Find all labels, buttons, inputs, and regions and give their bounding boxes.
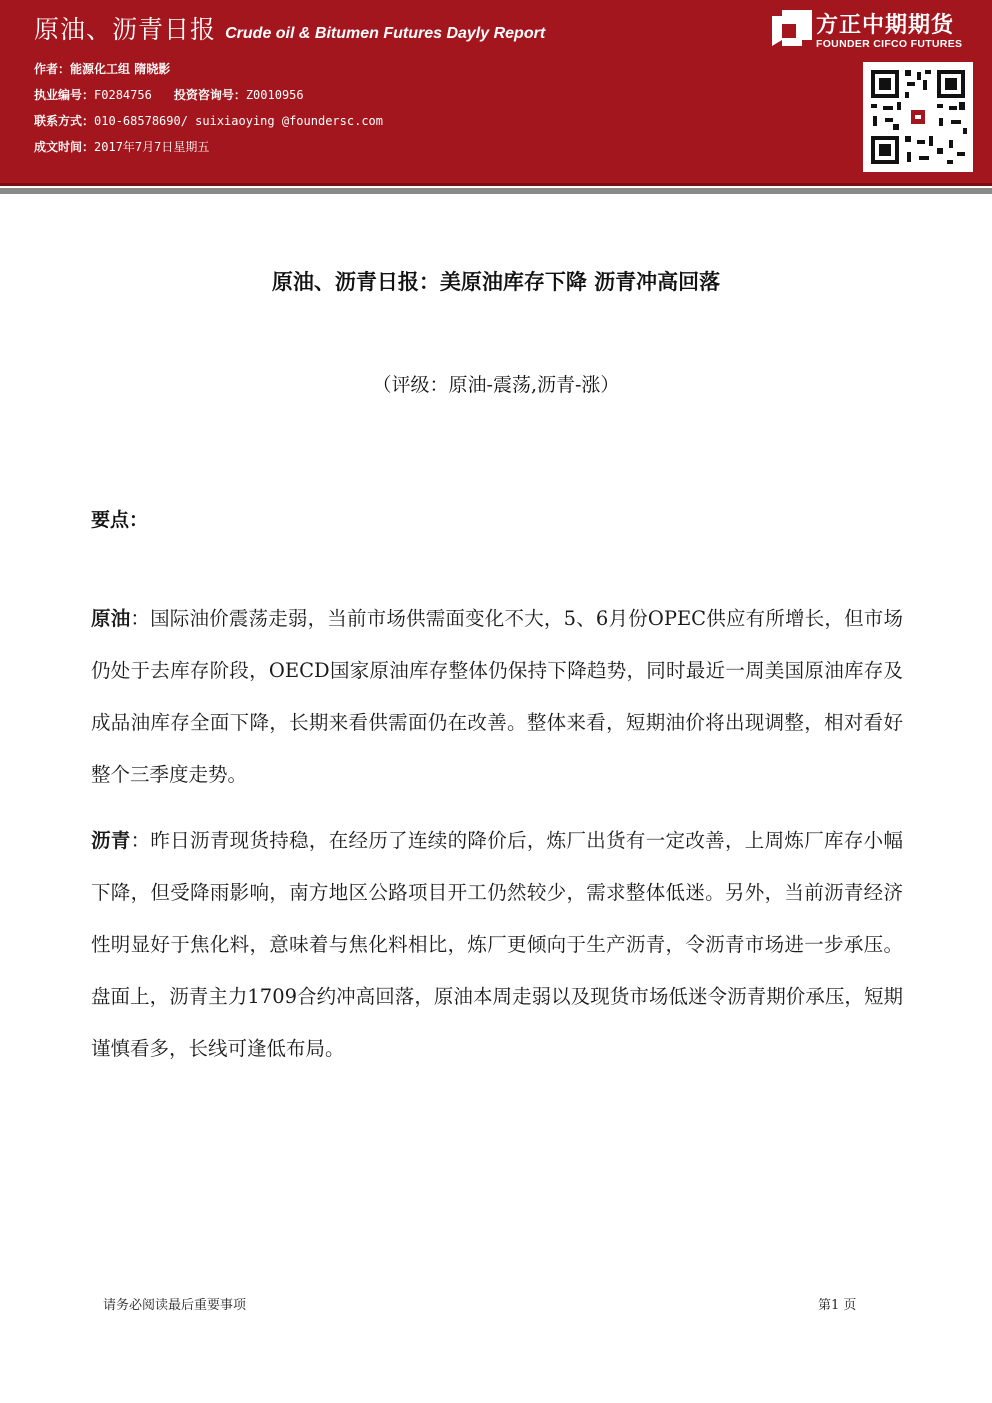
consult-value: Z0010956	[245, 88, 304, 102]
founder-logo-icon	[772, 10, 812, 50]
consult-label: 投资咨询号：	[173, 88, 246, 102]
contact-label: 联系方式：	[34, 114, 95, 128]
author-info	[34, 56, 383, 160]
rating-line: （评级：原油-震荡,沥青-涨）	[372, 374, 620, 396]
section-crude-oil	[91, 593, 903, 801]
section-bitumen	[91, 815, 903, 1075]
company-logo	[772, 8, 984, 52]
report-title-banner	[34, 10, 545, 46]
section-text: ：国际油价震荡走弱，当前市场供需面变化不大，5、6月份OPEC供应有所增长，但市场仍处于去库存阶段，OECD国家原油库存整体仍保持下降趋势，同时最近一周美国原油库存及成品油库存全面下降，长期来看供需面仍在改善。整体来看，短期油价将出现调整，相对看好整个三季度走势。	[91, 607, 903, 786]
contact-row	[34, 108, 383, 134]
header-divider	[0, 188, 992, 194]
date-row	[34, 134, 383, 160]
section-text: ：昨日沥青现货持稳，在经历了连续的降价后，炼厂出货有一定改善，上周炼厂库存小幅下降，但受降雨影响，南方地区公路项目开工仍然较少，需求整体低迷。另外，当前沥青经济性明显好于焦化料，意味着与焦化料相比，炼厂更倾向于生产沥青，令沥青市场进一步承压。盘面上，沥青主力1709合约冲高回落，原油本周走弱以及现货市场低迷令沥青期价承压，短期谨慎看多，长线可逢低布局。	[91, 829, 903, 1060]
author-row	[34, 56, 383, 82]
keypoints-heading: 要点：	[91, 509, 149, 531]
author-label: 作者：	[34, 62, 71, 76]
page-number: 第1 页	[818, 1298, 857, 1313]
report-header	[0, 0, 992, 186]
author-value: 能源化工组 隋晓影	[70, 62, 171, 76]
footer-disclaimer: 请务必阅读最后重要事项	[103, 1298, 247, 1313]
section-tag: 原油	[91, 607, 131, 630]
section-tag: 沥青	[91, 829, 131, 852]
license-row	[34, 82, 383, 108]
license-value: F0284756	[94, 88, 152, 102]
document-title: 原油、沥青日报：美原油库存下降 沥青冲高回落	[271, 270, 721, 294]
qr-code-icon	[863, 62, 973, 172]
header-title-en: Crude oil & Bitumen Futures Dayly Report	[225, 25, 546, 42]
logo-name-cn: 方正中期期货	[816, 13, 955, 38]
logo-name-en: FOUNDER CIFCO FUTURES	[816, 38, 963, 50]
date-value: 2017年7月7日星期五	[94, 140, 210, 154]
date-label: 成文时间：	[34, 140, 95, 154]
contact-value: 010-68578690/ suixiaoying @foundersc.com	[94, 114, 383, 128]
header-title-cn: 原油、沥青日报	[34, 15, 217, 44]
license-label: 执业编号：	[34, 88, 95, 102]
